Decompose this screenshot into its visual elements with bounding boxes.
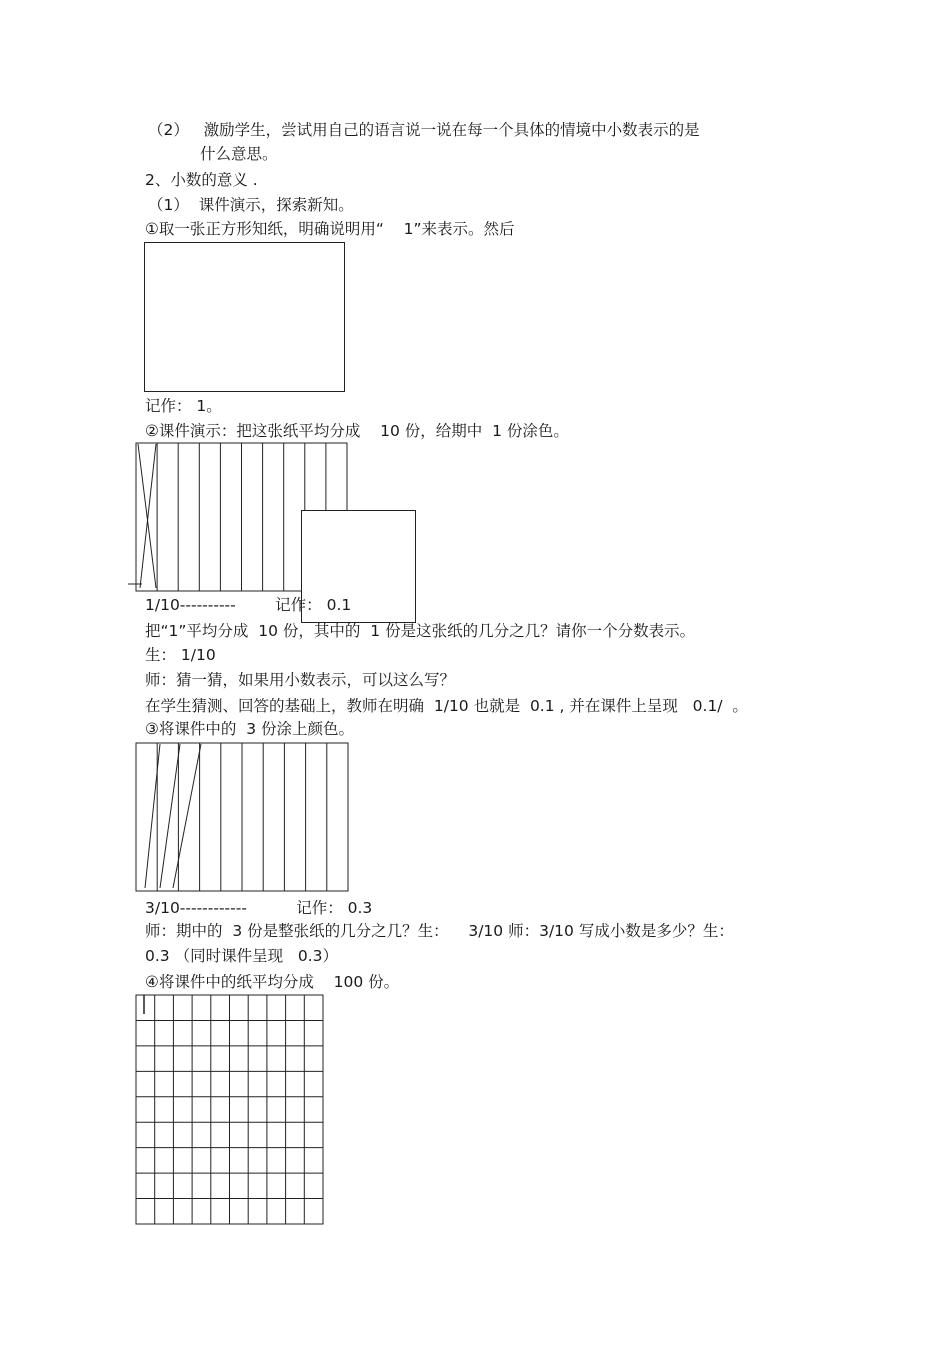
unit-square-figure xyxy=(144,242,345,392)
text-line-12: 在学生猜测、回答的基础上，教师在明确 1/10 也就是 0.1 , 并在课件上呈现 0.1/ 。 xyxy=(145,697,748,715)
text-line-13: ③将课件中的 3 份涂上颜色。 xyxy=(145,720,355,738)
hundredths-grid-figure xyxy=(135,994,325,1226)
text-line-15: 师：期中的 3 份是整张纸的几分之几？生： 3/10 师：3/10 写成小数是多少？生： xyxy=(145,922,734,940)
tenths-figure-three-shaded xyxy=(135,742,350,892)
text-line-14: 3/10------------ 记作： 0.3 xyxy=(145,899,373,917)
text-line-2: 什么意思。 xyxy=(200,145,278,163)
text-line-1: （2） 激励学生，尝试用自己的语言说一说在每一个具体的情境中小数表示的是 xyxy=(148,121,700,139)
text-line-8: 1/10---------- 记作： 0.1 xyxy=(145,596,352,614)
text-line-10: 生： 1/10 xyxy=(145,646,216,664)
text-line-4: （1） 课件演示，探索新知。 xyxy=(148,196,354,214)
text-line-3: 2、小数的意义 . xyxy=(145,171,258,189)
text-line-17: ④将课件中的纸平均分成 100 份。 xyxy=(145,973,400,991)
text-line-9: 把“1”平均分成 10 份，其中的 1 份是这张纸的几分之几？请你一个分数表示。 xyxy=(145,622,696,640)
text-line-7: ②课件演示：把这张纸平均分成 10 份，给期中 1 份涂色。 xyxy=(145,422,569,440)
text-line-5: ①取一张正方形知纸，明确说明用“ 1”来表示。然后 xyxy=(145,220,515,238)
text-line-6: 记作： 1。 xyxy=(145,397,222,415)
text-line-11: 师：猜一猜，如果用小数表示，可以这么写？ xyxy=(145,671,456,689)
text-line-16: 0.3 （同时课件呈现 0.3） xyxy=(145,947,339,965)
